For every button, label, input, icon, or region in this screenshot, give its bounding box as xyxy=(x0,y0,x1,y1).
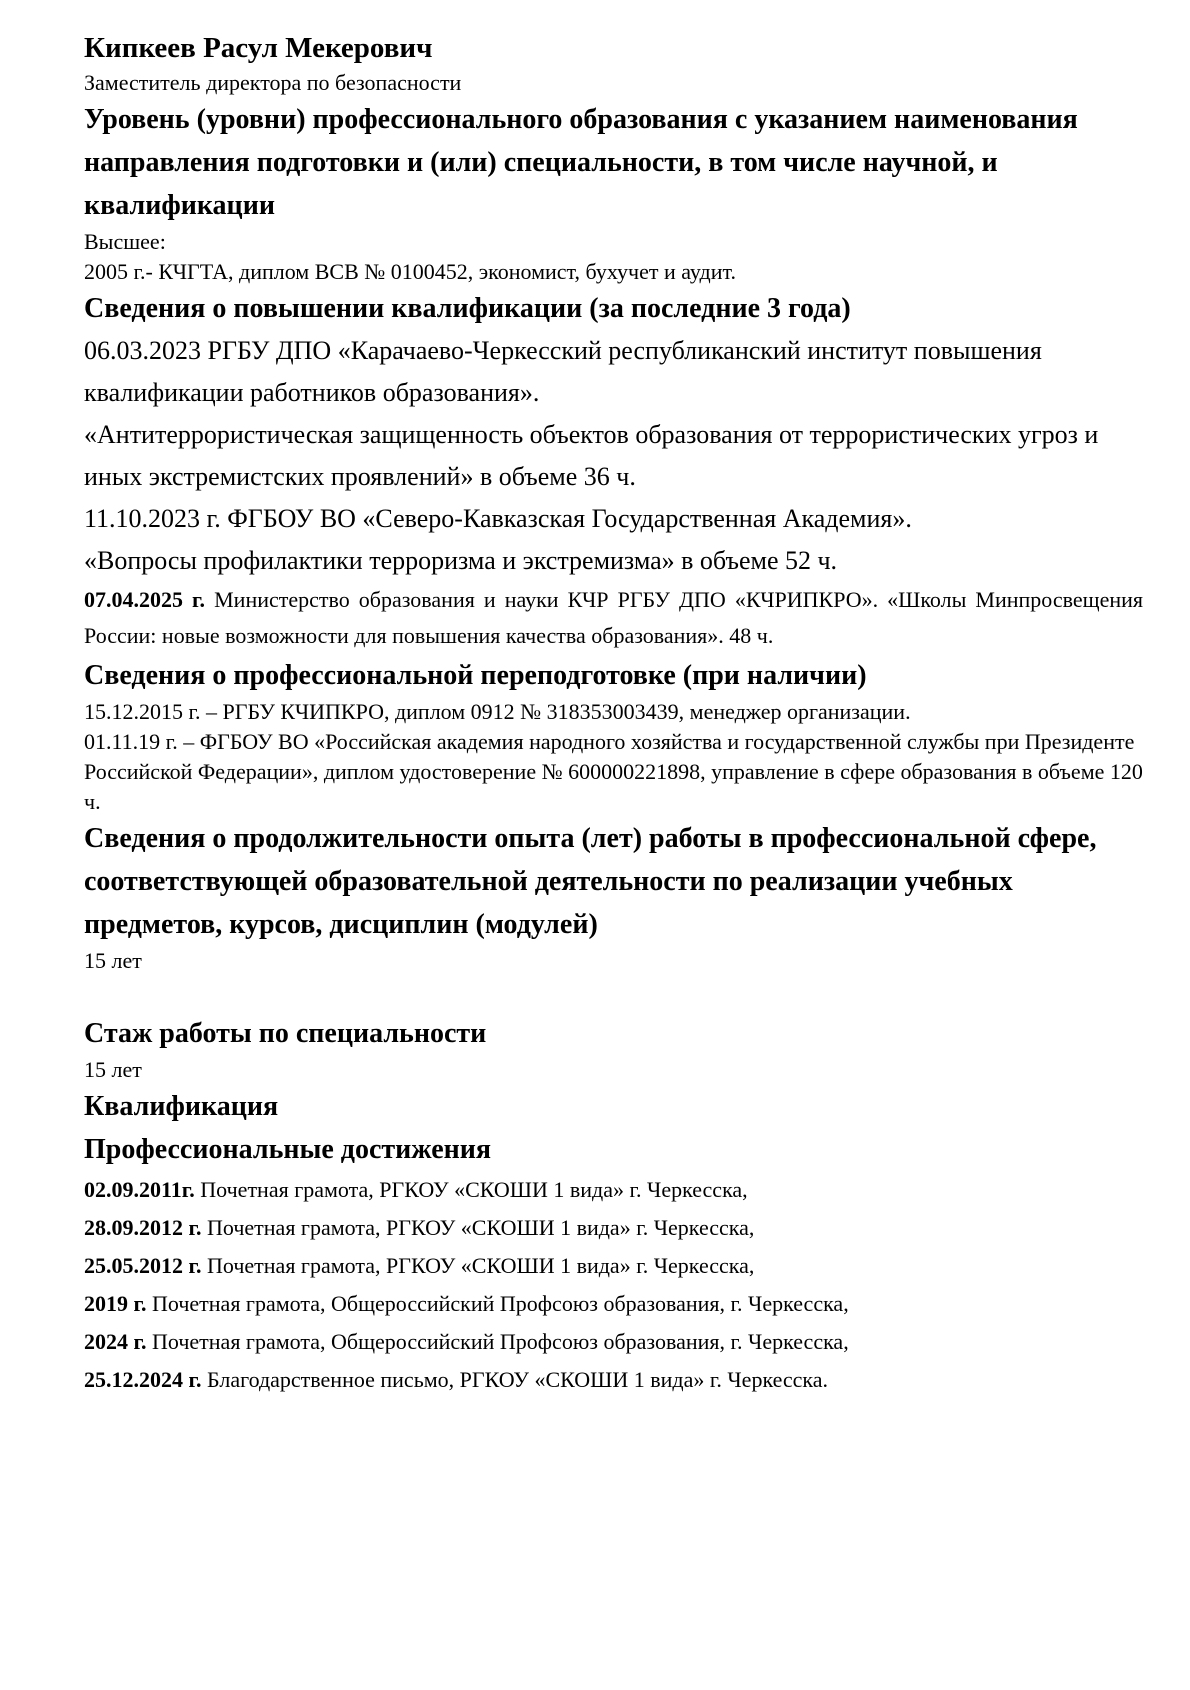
achievement-text: Почетная грамота, РГКОУ «СКОШИ 1 вида» г. Черкесска, xyxy=(194,1177,748,1202)
upgrade-item: «Вопросы профилактики терроризма и экстремизма» в объеме 52 ч. xyxy=(84,546,838,575)
achievement-item xyxy=(84,1171,1143,1209)
education-heading: Уровень (уровни) профессионального образования с указанием наименования направления подготовки и (или) специальности, в том числе научной, и квалификации xyxy=(84,104,1078,221)
achievement-date: 2024 г. xyxy=(84,1329,147,1354)
upgrade-item: «Антитеррористическая защищенность объектов образования от террористических угроз и иных экстремистских проявлений» в объеме 36 ч. xyxy=(84,420,1099,491)
person-name: Кипкеев Расул Мекерович xyxy=(84,32,433,64)
achievement-date: 02.09.2011г. xyxy=(84,1177,195,1202)
achievement-item xyxy=(84,1323,1143,1361)
retraining-item: 15.12.2015 г. – РГБУ КЧИПКРО, диплом 0912 № 318353003439, менеджер организации. xyxy=(84,699,911,724)
qualification-upgrade-heading: Сведения о повышении квалификации (за последние 3 года) xyxy=(84,293,851,324)
experience-value: 15 лет xyxy=(84,948,142,973)
retraining-item: 01.11.19 г. – ФГБОУ ВО «Российская академия народного хозяйства и государственной службы при Президенте Российской Федерации», диплом удостоверение № 600000221898, управление в сфере образования в объеме 120 ч. xyxy=(84,729,1143,814)
achievement-item xyxy=(84,1285,1143,1323)
achievement-text: Почетная грамота, РГКОУ «СКОШИ 1 вида» г. Черкесска, xyxy=(201,1253,755,1278)
specialty-experience-heading: Стаж работы по специальности xyxy=(84,1018,487,1049)
achievement-date: 25.05.2012 г. xyxy=(84,1253,202,1278)
achievement-text: Почетная грамота, Общероссийский Профсоюз образования, г. Черкесска, xyxy=(146,1291,849,1316)
achievement-date: 25.12.2024 г. xyxy=(84,1367,202,1392)
upgrade-item: 11.10.2023 г. ФГБОУ ВО «Северо-Кавказская Государственная Академия». xyxy=(84,504,912,533)
qualification-heading: Квалификация xyxy=(84,1091,279,1122)
achievement-item xyxy=(84,1209,1143,1247)
upgrade-item-2025-date: 07.04.2025 г. xyxy=(84,587,206,612)
upgrade-item: 06.03.2023 РГБУ ДПО «Карачаево-Черкесский республиканский институт повышения квалификации работников образования». xyxy=(84,336,1042,407)
achievement-text: Благодарственное письмо, РГКОУ «СКОШИ 1 вида» г. Черкесска. xyxy=(201,1367,829,1392)
achievement-text: Почетная грамота, Общероссийский Профсоюз образования, г. Черкесска, xyxy=(146,1329,849,1354)
upgrade-item-2025 xyxy=(84,582,1143,654)
education-level: Высшее: xyxy=(84,229,166,254)
specialty-experience-value: 15 лет xyxy=(84,1057,142,1082)
achievement-date: 28.09.2012 г. xyxy=(84,1215,202,1240)
education-detail: 2005 г.- КЧГТА, диплом ВСВ № 0100452, экономист, бухучет и аудит. xyxy=(84,259,736,284)
achievements-heading: Профессиональные достижения xyxy=(84,1134,492,1165)
achievement-text: Почетная грамота, РГКОУ «СКОШИ 1 вида» г. Черкесска, xyxy=(201,1215,755,1240)
achievement-item xyxy=(84,1361,1143,1399)
achievement-date: 2019 г. xyxy=(84,1291,147,1316)
person-position: Заместитель директора по безопасности xyxy=(84,70,462,95)
spacer xyxy=(84,976,1143,1012)
experience-heading: Сведения о продолжительности опыта (лет) работы в профессиональной сфере, соответствующей образовательной деятельности по реализации учебных предметов, курсов, дисциплин (модулей) xyxy=(84,823,1097,940)
retraining-heading: Сведения о профессиональной переподготовке (при наличии) xyxy=(84,660,867,691)
achievement-item xyxy=(84,1247,1143,1285)
upgrade-item-2025-text: Министерство образования и науки КЧР РГБУ ДПО «КЧРИПКРО». «Школы Минпросвещения России: новые возможности для повышения качества образования». 48 ч. xyxy=(84,587,1144,648)
